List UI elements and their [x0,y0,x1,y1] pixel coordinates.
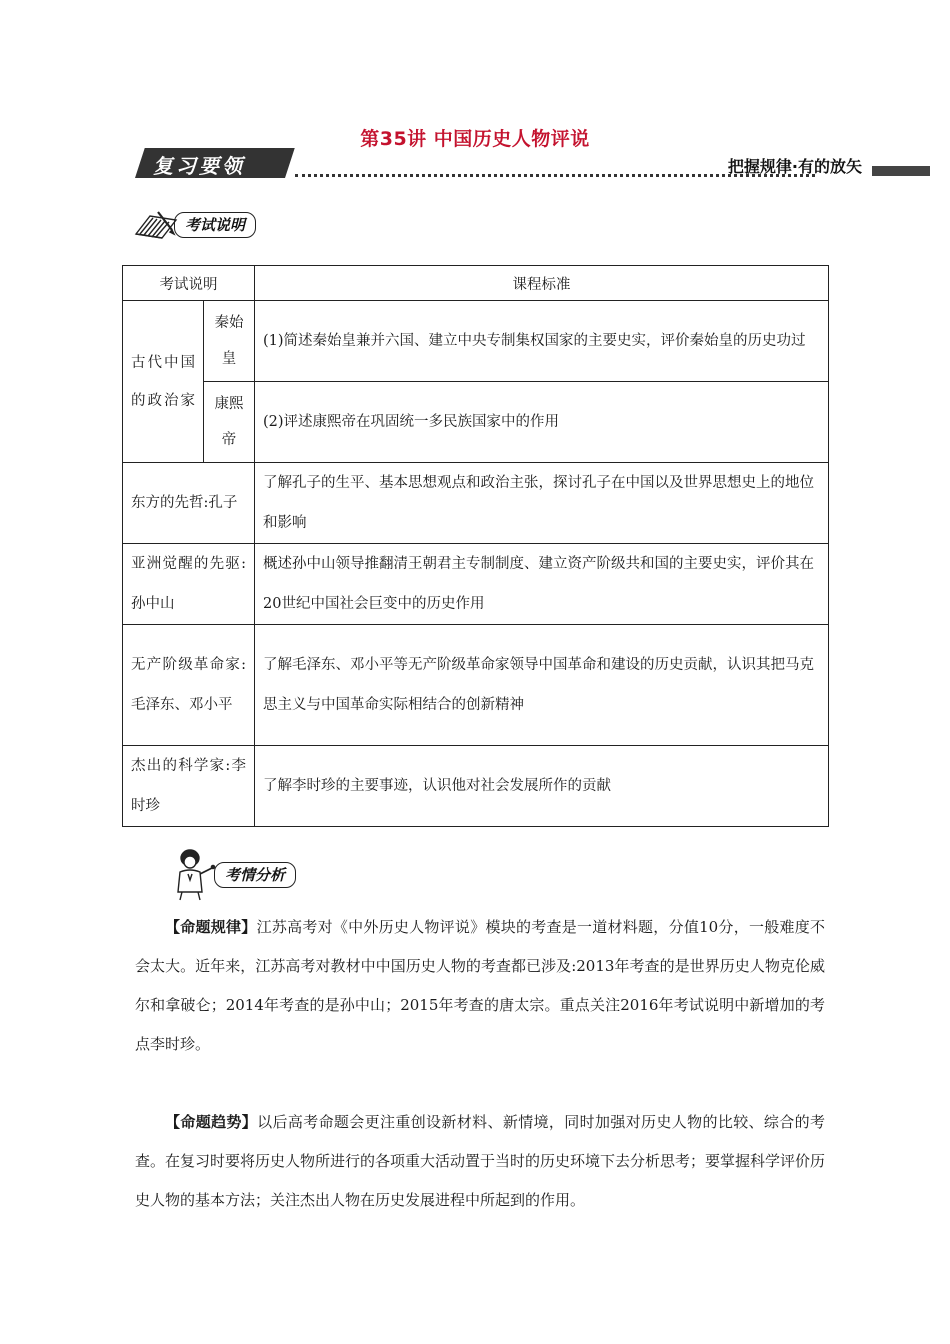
paragraph-text: 以后高考命题会更注重创设新材料、新情境，同时加强对历史人物的比较、综合的考查。在复习时要将历史人物所进行的各项重大活动置于当时的历史环境下去分析思考；要掌握科学评价历史人物的基本方法；关注杰出人物在历史发展进程中所起到的作用。 [135,1113,826,1209]
subcategory-cell: 康熙帝 [204,382,255,463]
table-header-exam: 考试说明 [123,266,255,301]
exam-standards-table [122,265,829,827]
category-cell: 无产阶级革命家:毛泽东、邓小平 [123,625,255,746]
standard-cell: (2)评述康熙帝在巩固统一多民族国家中的作用 [255,382,829,463]
table-row [123,382,829,463]
exam-analysis-heading [168,848,296,902]
category-cell: 东方的先哲:孔子 [123,463,255,544]
banner-left-label: 复习要领 [153,154,245,178]
notebook-pen-icon [132,208,180,242]
analysis-paragraph-trend [135,1103,825,1220]
table-row [123,301,829,382]
table-row [123,746,829,827]
table-row [123,544,829,625]
table-row [123,463,829,544]
banner-right-label: 把握规律·有的放矢 [727,157,862,176]
table-header-row [123,266,829,301]
subcategory-cell: 秦始皇 [204,301,255,382]
category-cell: 亚洲觉醒的先驱:孙中山 [123,544,255,625]
section-banner [135,146,930,186]
banner-bar [872,166,930,176]
teacher-pointing-icon [168,848,218,902]
standard-cell: 了解李时珍的主要事迹，认识他对社会发展所作的贡献 [255,746,829,827]
exam-notes-label: 考试说明 [174,212,256,238]
paragraph-label: 【命题规律】 [165,918,257,936]
standard-cell: (1)简述秦始皇兼并六国、建立中央专制集权国家的主要史实，评价秦始皇的历史功过 [255,301,829,382]
category-cell: 古代中国的政治家 [123,301,204,463]
table-header-standard: 课程标准 [255,266,829,301]
table-row [123,625,829,746]
page-title: 第35讲 中国历史人物评说 [360,128,590,150]
analysis-paragraph-rule [135,908,825,1064]
standard-cell: 概述孙中山领导推翻清王朝君主专制制度、建立资产阶级共和国的主要史实，评价其在20世纪中国社会巨变中的历史作用 [255,544,829,625]
paragraph-text: 江苏高考对《中外历史人物评说》模块的考查是一道材料题，分值10分，一般难度不会太大。近年来，江苏高考对教材中中国历史人物的考查都已涉及:2013年考查的是世界历史人物克伦威尔和拿破仑；2014年考查的是孙中山；2015年考查的唐太宗。重点关注2016年考试说明中新增加的考点李时珍。 [135,918,825,1053]
exam-analysis-label: 考情分析 [214,862,296,888]
standard-cell: 了解毛泽东、邓小平等无产阶级革命家领导中国革命和建设的历史贡献，认识其把马克思主义与中国革命实际相结合的创新精神 [255,625,829,746]
category-cell: 杰出的科学家:李时珍 [123,746,255,827]
standard-cell: 了解孔子的生平、基本思想观点和政治主张，探讨孔子在中国以及世界思想史上的地位和影响 [255,463,829,544]
exam-notes-heading [132,208,256,242]
paragraph-label: 【命题趋势】 [165,1113,258,1131]
